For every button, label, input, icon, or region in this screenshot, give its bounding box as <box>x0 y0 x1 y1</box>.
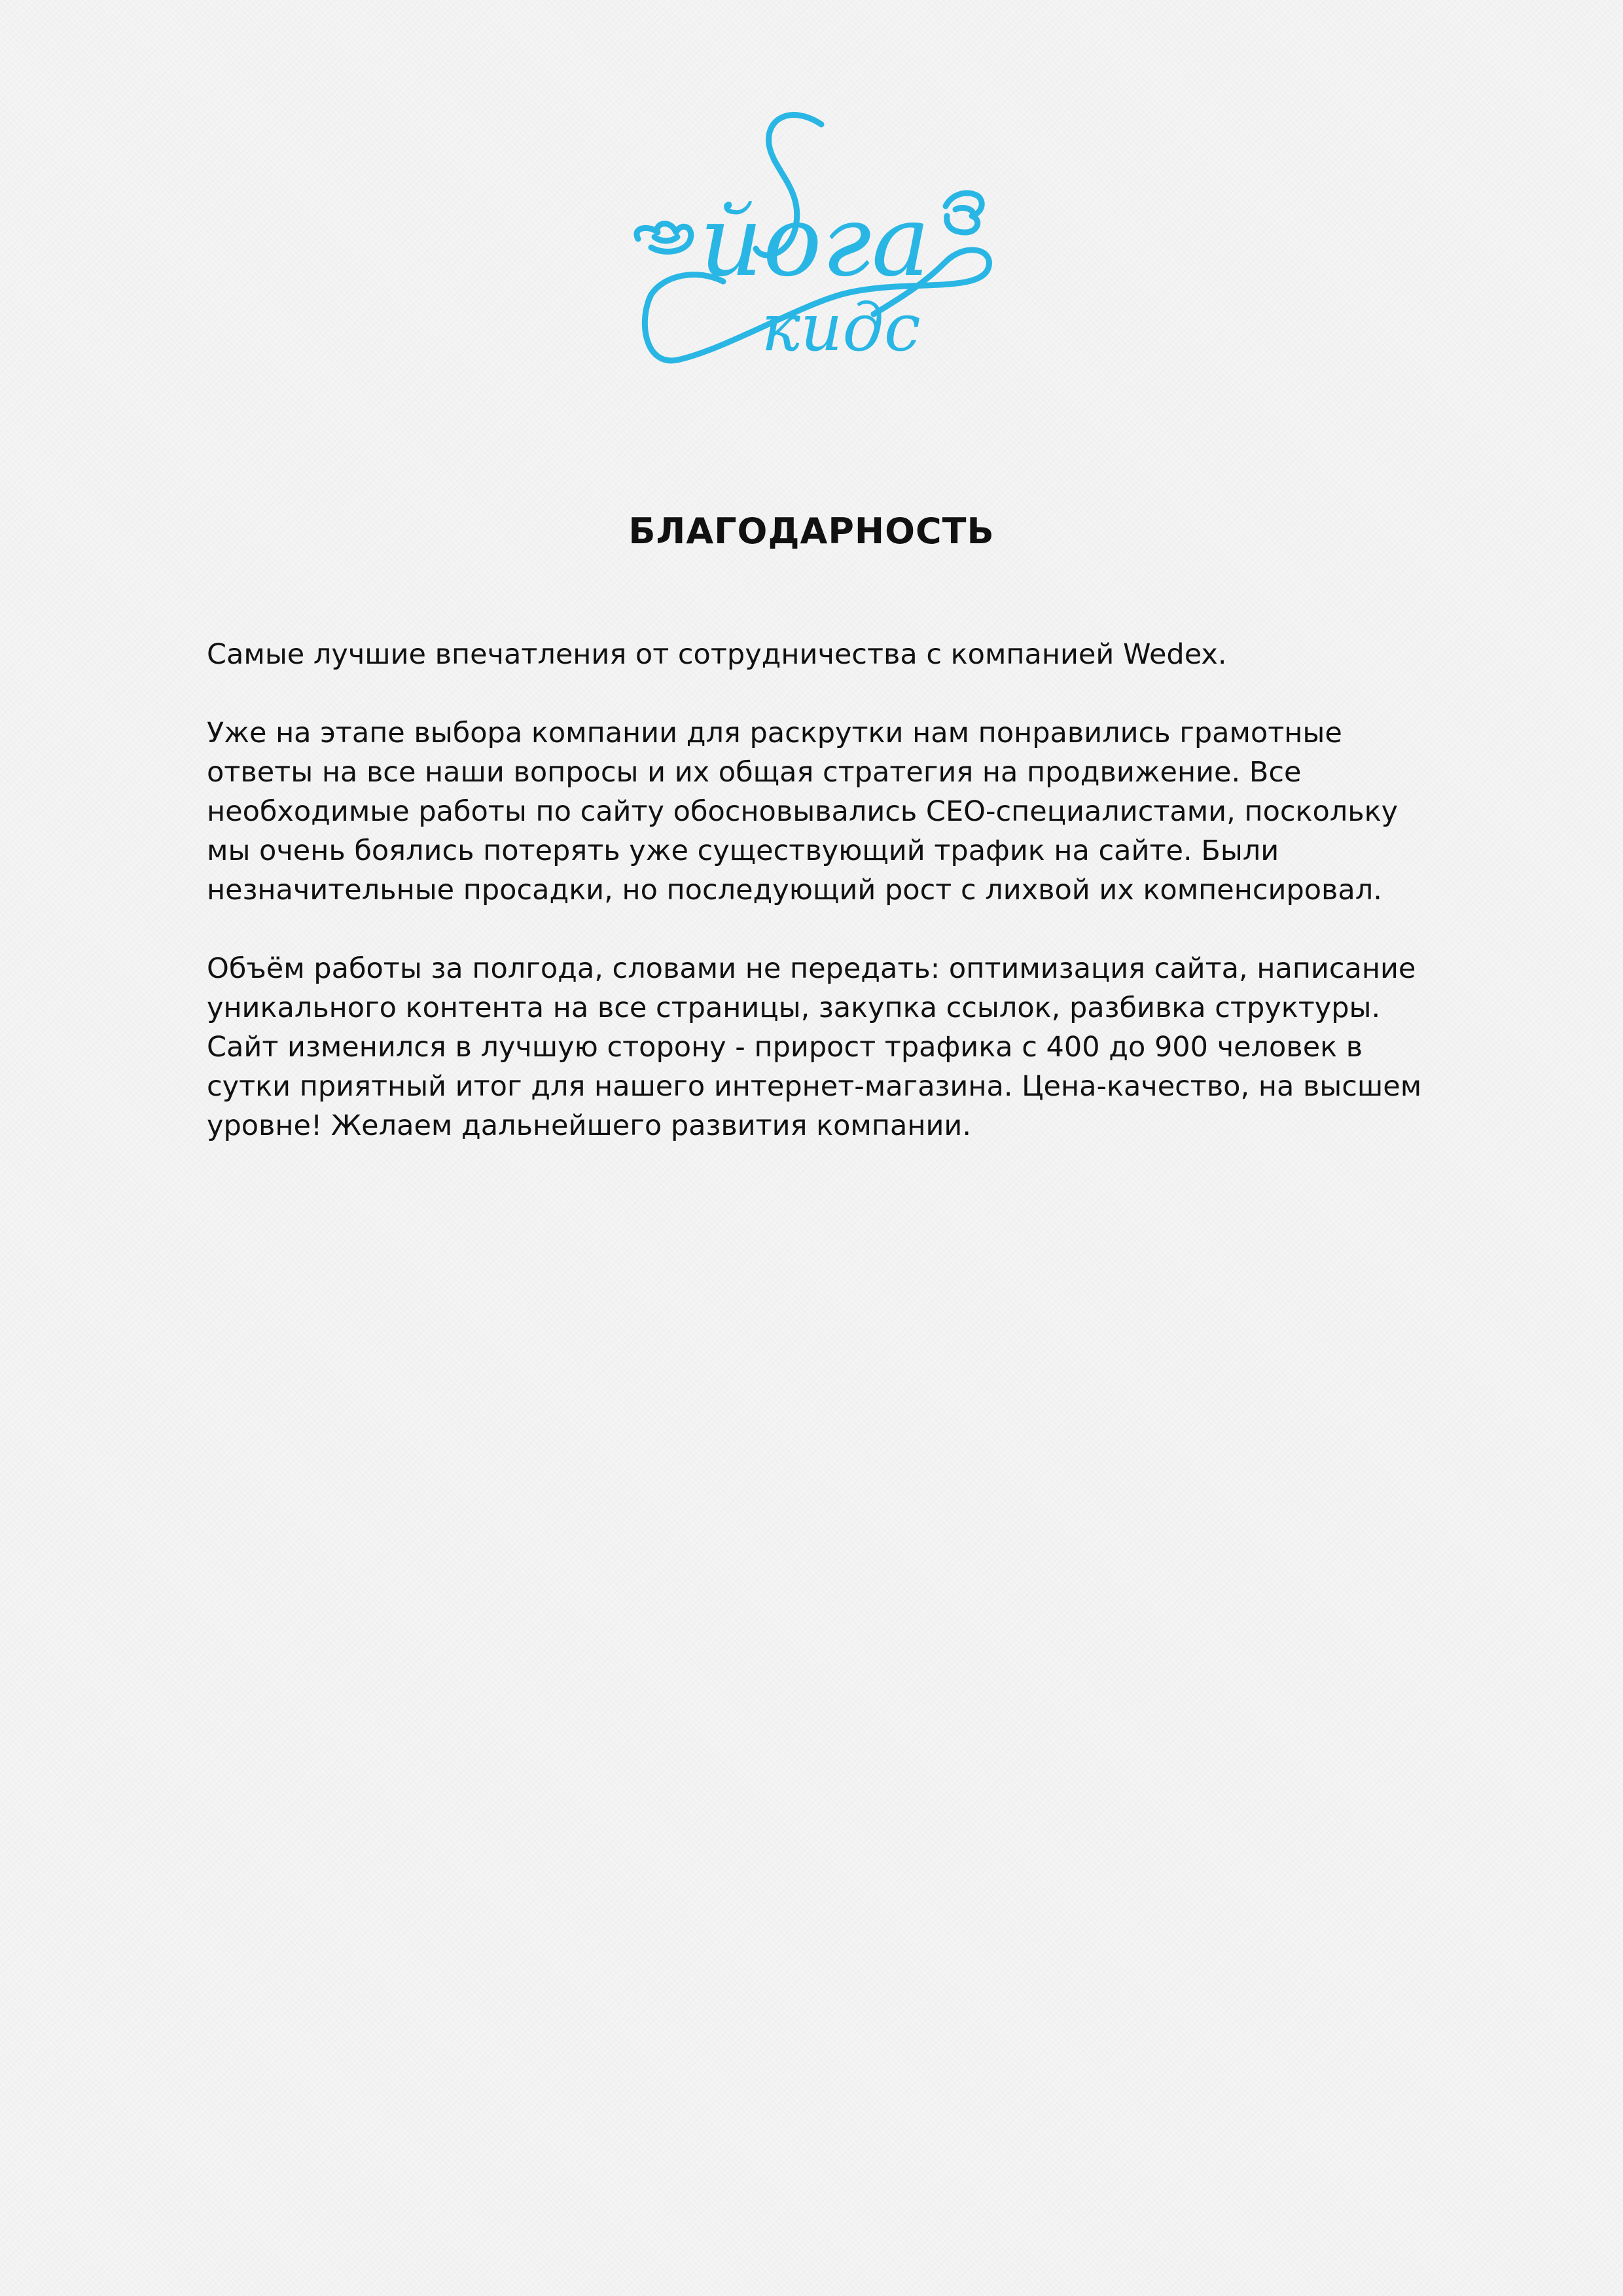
logo-word-kids: кидс <box>761 289 921 366</box>
logo-word-yoga: йога <box>699 185 931 298</box>
document-title: БЛАГОДАРНОСТЬ <box>628 511 995 552</box>
document-body <box>207 635 1450 1185</box>
logo-graphic <box>625 98 1005 386</box>
yoga-kids-logo <box>625 98 1005 386</box>
paragraph-selection: Уже на этапе выбора компании для раскрутки нам понравились грамотные ответы на все наши вопросы и их общая стратегия на продвижение. Все необходимые работы по сайту обосновывались СЕО-специалистами, поскольку мы очень боялись потерять уже существующий трафик на сайте. Были незначительные просадки, но последующий рост с лихвой их компенсировал. <box>207 717 1399 906</box>
paragraph-results: Объём работы за полгода, словами не передать: оптимизация сайта, написание уникального контента на все страницы, закупка ссылок, разбивка структуры. Сайт изменился в лучшую сторону - прирост трафика с 400 до 900 человек в сутки приятный итог для нашего интернет-магазина. Цена-качество, на высшем уровне! Желаем дальнейшего развития компании. <box>207 952 1422 1142</box>
paragraph-intro: Самые лучшие впечатления от сотрудничества с компанией Wedex. <box>207 638 1227 671</box>
